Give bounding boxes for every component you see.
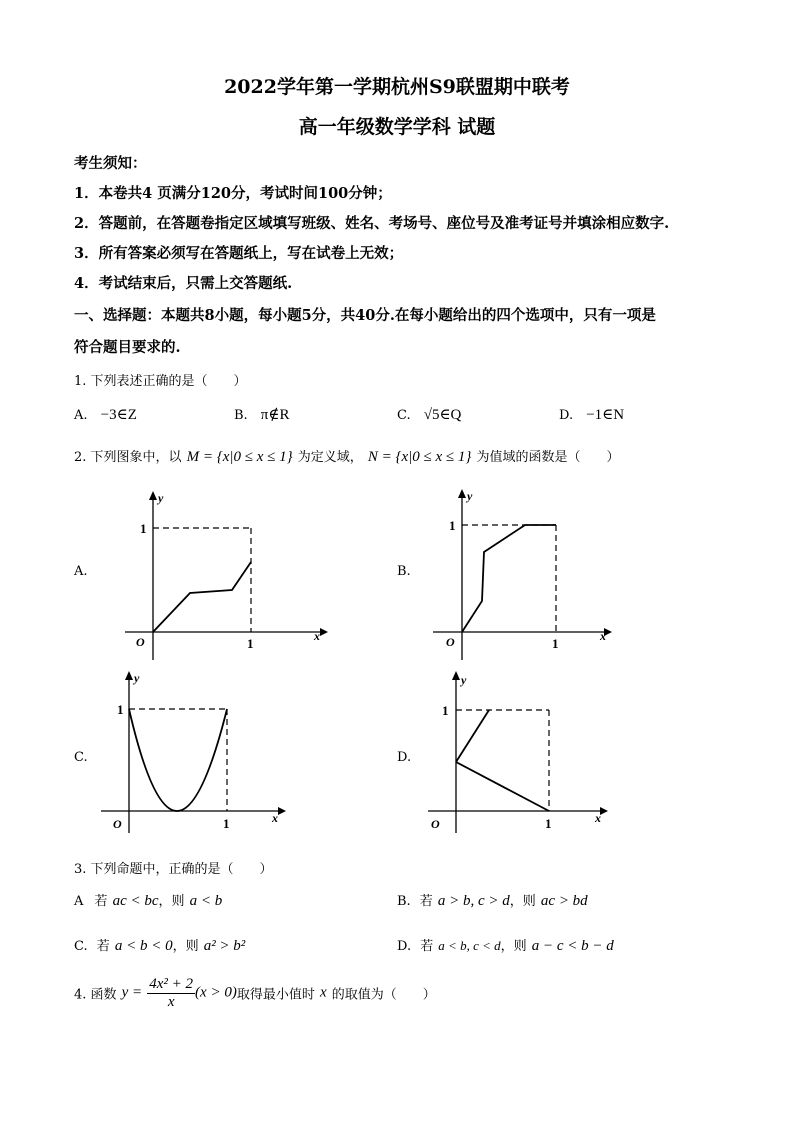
q3-stem: 3. 下列命题中，正确的是（ ） bbox=[74, 862, 273, 877]
y-axis-arrow bbox=[458, 489, 466, 498]
q4-mid: 取得最小值时 bbox=[236, 987, 315, 1003]
notice-item: 3．所有答案必须写在答题纸上，写在试卷上无效； bbox=[74, 245, 404, 262]
x-axis-arrow bbox=[600, 807, 608, 815]
option-if: 若 bbox=[96, 939, 110, 954]
option-result: a² > b² bbox=[203, 938, 246, 954]
option-label: B. bbox=[234, 408, 248, 423]
graph-c bbox=[98, 668, 298, 838]
x-label: x bbox=[595, 811, 601, 825]
x-one-label: 1 bbox=[223, 816, 230, 831]
option-label: C. bbox=[397, 408, 411, 423]
option-label: D. bbox=[559, 408, 574, 423]
q4-condition: (x > 0) bbox=[195, 984, 237, 1001]
section-heading-cont: 符合题目要求的. bbox=[74, 339, 181, 356]
q2-domain-set: M = {x|0 ≤ x ≤ 1} bbox=[186, 449, 293, 465]
x-label: x bbox=[600, 629, 606, 643]
q1-option-d bbox=[559, 404, 624, 424]
option-result: a − c < b − d bbox=[531, 938, 614, 954]
x-one-label: 1 bbox=[552, 636, 559, 651]
x-one-label: 1 bbox=[247, 636, 254, 651]
option-then: ，则 bbox=[509, 894, 536, 909]
q1-option-b bbox=[234, 404, 289, 424]
option-label: D. bbox=[397, 939, 412, 954]
q2-prefix: 2. 下列图象中，以 bbox=[74, 450, 182, 465]
y-axis-arrow bbox=[125, 671, 133, 680]
option-if: 若 bbox=[420, 939, 434, 954]
q4-variable: x bbox=[319, 984, 327, 1001]
y-one-label: 1 bbox=[140, 521, 147, 536]
q3-option-d bbox=[397, 935, 614, 955]
q4-suffix: 的取值为（ ） bbox=[331, 987, 436, 1003]
exam-subtitle: 高一年级数学学科 试题 bbox=[298, 116, 496, 138]
q4-lhs: y = bbox=[121, 984, 143, 1001]
option-condition: a > b, c > d bbox=[437, 893, 510, 909]
option-then: ，则 bbox=[500, 939, 527, 954]
option-condition: a < b < 0 bbox=[114, 938, 173, 954]
origin-label: O bbox=[446, 635, 455, 649]
notice-item: 4．考试结束后，只需上交答题纸. bbox=[74, 275, 293, 292]
section-heading: 一、选择题：本题共8小题，每小题5分，共40分.在每小题给出的四个选项中，只有一项是 bbox=[74, 307, 656, 324]
exam-title: 2022学年第一学期杭州S9联盟期中联考 bbox=[224, 76, 570, 98]
q4-fraction bbox=[147, 976, 195, 1010]
y-axis-arrow bbox=[452, 671, 460, 680]
y-label: y bbox=[461, 673, 467, 687]
q1-option-a bbox=[74, 404, 137, 424]
option-expr: √5∈Q bbox=[423, 407, 462, 423]
x-axis-arrow bbox=[278, 807, 286, 815]
q2-label-b: B. bbox=[397, 564, 411, 579]
x-one-label: 1 bbox=[545, 816, 552, 831]
option-label: C. bbox=[74, 939, 88, 954]
y-axis-arrow bbox=[149, 491, 157, 500]
option-result: ac > bd bbox=[540, 893, 588, 909]
option-expr: −3∈Z bbox=[100, 407, 137, 423]
fraction-numerator: 4x² + 2 bbox=[149, 976, 194, 992]
x-label: x bbox=[272, 811, 278, 825]
option-condition: a < b, c < d bbox=[438, 938, 501, 953]
y-label: y bbox=[467, 489, 473, 503]
option-if: 若 bbox=[419, 894, 433, 909]
y-label: y bbox=[134, 671, 140, 685]
y-label: y bbox=[158, 491, 164, 505]
option-label: A bbox=[74, 894, 84, 909]
q2-range-set: N = {x|0 ≤ x ≤ 1} bbox=[367, 449, 472, 465]
x-label: x bbox=[314, 629, 320, 643]
q3-option-c bbox=[74, 935, 245, 955]
origin-label: O bbox=[113, 817, 122, 831]
option-result: a < b bbox=[189, 893, 223, 909]
notice-heading: 考生须知： bbox=[74, 155, 147, 172]
q1-option-c bbox=[397, 404, 461, 424]
option-if: 若 bbox=[94, 894, 108, 909]
option-expr: −1∈N bbox=[586, 407, 625, 423]
q1-stem: 1. 下列表述正确的是（ ） bbox=[74, 374, 247, 389]
function-curve bbox=[462, 525, 556, 632]
graph-d bbox=[425, 668, 625, 838]
q4-stem bbox=[74, 976, 436, 1010]
graph-b bbox=[428, 486, 648, 666]
graph-a bbox=[120, 488, 340, 668]
q2-label-a: A. bbox=[74, 564, 88, 579]
q2-stem bbox=[74, 446, 620, 466]
origin-label: O bbox=[136, 635, 145, 649]
q2-label-d: D. bbox=[397, 750, 412, 765]
option-then: ，则 bbox=[172, 939, 199, 954]
q4-prefix: 4. 函数 bbox=[74, 987, 117, 1003]
notice-item: 1．本卷共4 页满分120分，考试时间100分钟； bbox=[74, 185, 392, 202]
q2-label-c: C. bbox=[74, 750, 88, 765]
option-then: ，则 bbox=[158, 894, 185, 909]
function-curve bbox=[129, 709, 227, 811]
y-one-label: 1 bbox=[117, 702, 124, 717]
q3-option-a bbox=[74, 890, 222, 910]
y-one-label: 1 bbox=[449, 518, 456, 533]
origin-label: O bbox=[431, 817, 440, 831]
fraction-denominator: x bbox=[167, 993, 175, 1010]
option-condition: ac < bc bbox=[112, 893, 159, 909]
option-label: A. bbox=[74, 408, 88, 423]
option-label: B. bbox=[397, 894, 411, 909]
y-one-label: 1 bbox=[442, 703, 449, 718]
function-segment-falling bbox=[456, 762, 549, 811]
q3-option-b bbox=[397, 890, 588, 910]
notice-item: 2．答题前，在答题卷指定区域填写班级、姓名、考场号、座位号及准考证号并填涂相应数字. bbox=[74, 215, 670, 232]
x-axis-arrow bbox=[320, 628, 328, 636]
function-segment-rising bbox=[456, 710, 489, 762]
function-curve bbox=[153, 562, 251, 632]
q2-mid: 为定义域， bbox=[297, 450, 363, 465]
option-expr: π∉R bbox=[260, 407, 290, 423]
q2-suffix: 为值域的函数是（ ） bbox=[476, 450, 620, 465]
